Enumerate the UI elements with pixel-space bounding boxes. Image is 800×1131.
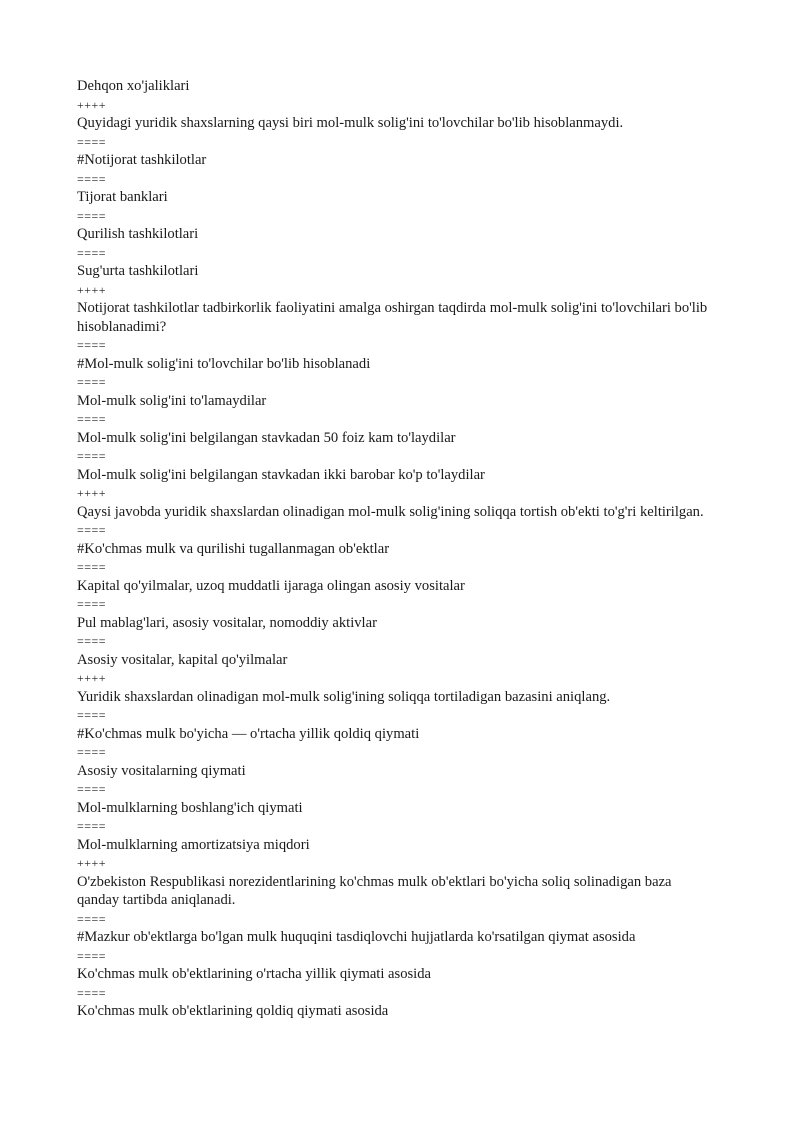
correct-answer-option: #Ko'chmas mulk va qurilishi tugallanmagan ob'ektlar — [77, 540, 390, 557]
option-separator: ==== — [77, 745, 107, 759]
question-text: Yuridik shaxslardan olinadigan mol-mulk solig'ining soliqqa tortiladigan bazasini aniqlang. — [77, 688, 611, 705]
answer-option: Ko'chmas mulk ob'ektlarining o'rtacha yillik qiymati asosida — [77, 966, 432, 982]
question-text: Notijorat tashkilotlar tadbirkorlik faoliyatini amalga oshirgan taqdirda mol-mulk solig'ini to'lovchilari bo'lib hisoblanadimi? — [77, 300, 711, 335]
correct-answer-option: #Ko'chmas mulk bo'yicha — o'rtacha yillik qoldiq qiymati — [77, 725, 420, 742]
question-separator: ++++ — [77, 856, 107, 870]
option-separator: ==== — [77, 634, 107, 648]
answer-option: Asosiy vositalar, kapital qo'yilmalar — [77, 651, 288, 668]
question-separator: ++++ — [77, 671, 107, 685]
answer-option: Kapital qo'yilmalar, uzoq muddatli ijaraga olingan asosiy vositalar — [77, 577, 465, 594]
option-separator: ==== — [77, 134, 107, 149]
option-separator: ==== — [77, 171, 107, 186]
answer-option: Mol-mulk solig'ini belgilangan stavkadan 50 foiz kam to'laydilar — [77, 429, 456, 446]
option-separator: ==== — [77, 449, 107, 463]
answer-option: Ko'chmas mulk ob'ektlarining qoldiq qiymati asosida — [77, 1003, 389, 1019]
option-separator: ==== — [77, 412, 107, 426]
answer-option: Sug'urta tashkilotlari — [77, 263, 199, 279]
question-separator: ++++ — [77, 97, 107, 112]
question-separator: ++++ — [77, 282, 107, 297]
option-separator: ==== — [77, 338, 107, 352]
option-separator: ==== — [77, 560, 107, 574]
answer-option: Mol-mulk solig'ini belgilangan stavkadan ikki barobar ko'p to'laydilar — [77, 466, 485, 483]
option-separator: ==== — [77, 597, 107, 611]
correct-answer-option: #Mol-mulk solig'ini to'lovchilar bo'lib hisoblanadi — [77, 355, 371, 372]
answer-option: Pul mablag'lari, asosiy vositalar, nomoddiy aktivlar — [77, 614, 377, 631]
answer-option: Asosiy vositalarning qiymati — [77, 762, 246, 779]
answer-option: Mol-mulklarning amortizatsiya miqdori — [77, 836, 310, 853]
correct-answer-option: #Mazkur ob'ektlarga bo'lgan mulk huquqini tasdiqlovchi hujjatlarda ko'rsatilgan qiymat asosida — [77, 929, 636, 945]
question-text: Qaysi javobda yuridik shaxslardan olinadigan mol-mulk solig'ining soliqqa tortish ob'ekti to'g'ri keltirilgan. — [77, 503, 704, 520]
answer-option: Mol-mulk solig'ini to'lamaydilar — [77, 392, 267, 409]
correct-answer-option: #Notijorat tashkilotlar — [77, 152, 207, 168]
answer-option: Mol-mulklarning boshlang'ich qiymati — [77, 799, 303, 816]
answer-option: Tijorat banklari — [77, 189, 168, 205]
option-separator: ==== — [77, 375, 107, 389]
option-separator: ==== — [77, 985, 107, 1000]
option-separator: ==== — [77, 819, 107, 833]
option-separator: ==== — [77, 708, 107, 722]
document-page — [77, 77, 717, 1021]
option-separator: ==== — [77, 208, 107, 223]
question-separator: ++++ — [77, 486, 107, 500]
option-separator: ==== — [77, 911, 107, 926]
option-separator: ==== — [77, 523, 107, 537]
answer-option: Qurilish tashkilotlari — [77, 226, 199, 242]
answer-option: Dehqon xo'jaliklari — [77, 78, 190, 94]
option-separator: ==== — [77, 782, 107, 796]
option-separator: ==== — [77, 948, 107, 963]
question-text: O'zbekiston Respublikasi norezidentlarining ko'chmas mulk ob'ektlari bo'yicha soliq solinadigan baza qanday tartibda aniqlanadi. — [77, 873, 676, 908]
question-text: Quyidagi yuridik shaxslarning qaysi biri mol-mulk solig'ini to'lovchilar bo'lib hisoblanmaydi. — [77, 115, 624, 131]
option-separator: ==== — [77, 245, 107, 260]
